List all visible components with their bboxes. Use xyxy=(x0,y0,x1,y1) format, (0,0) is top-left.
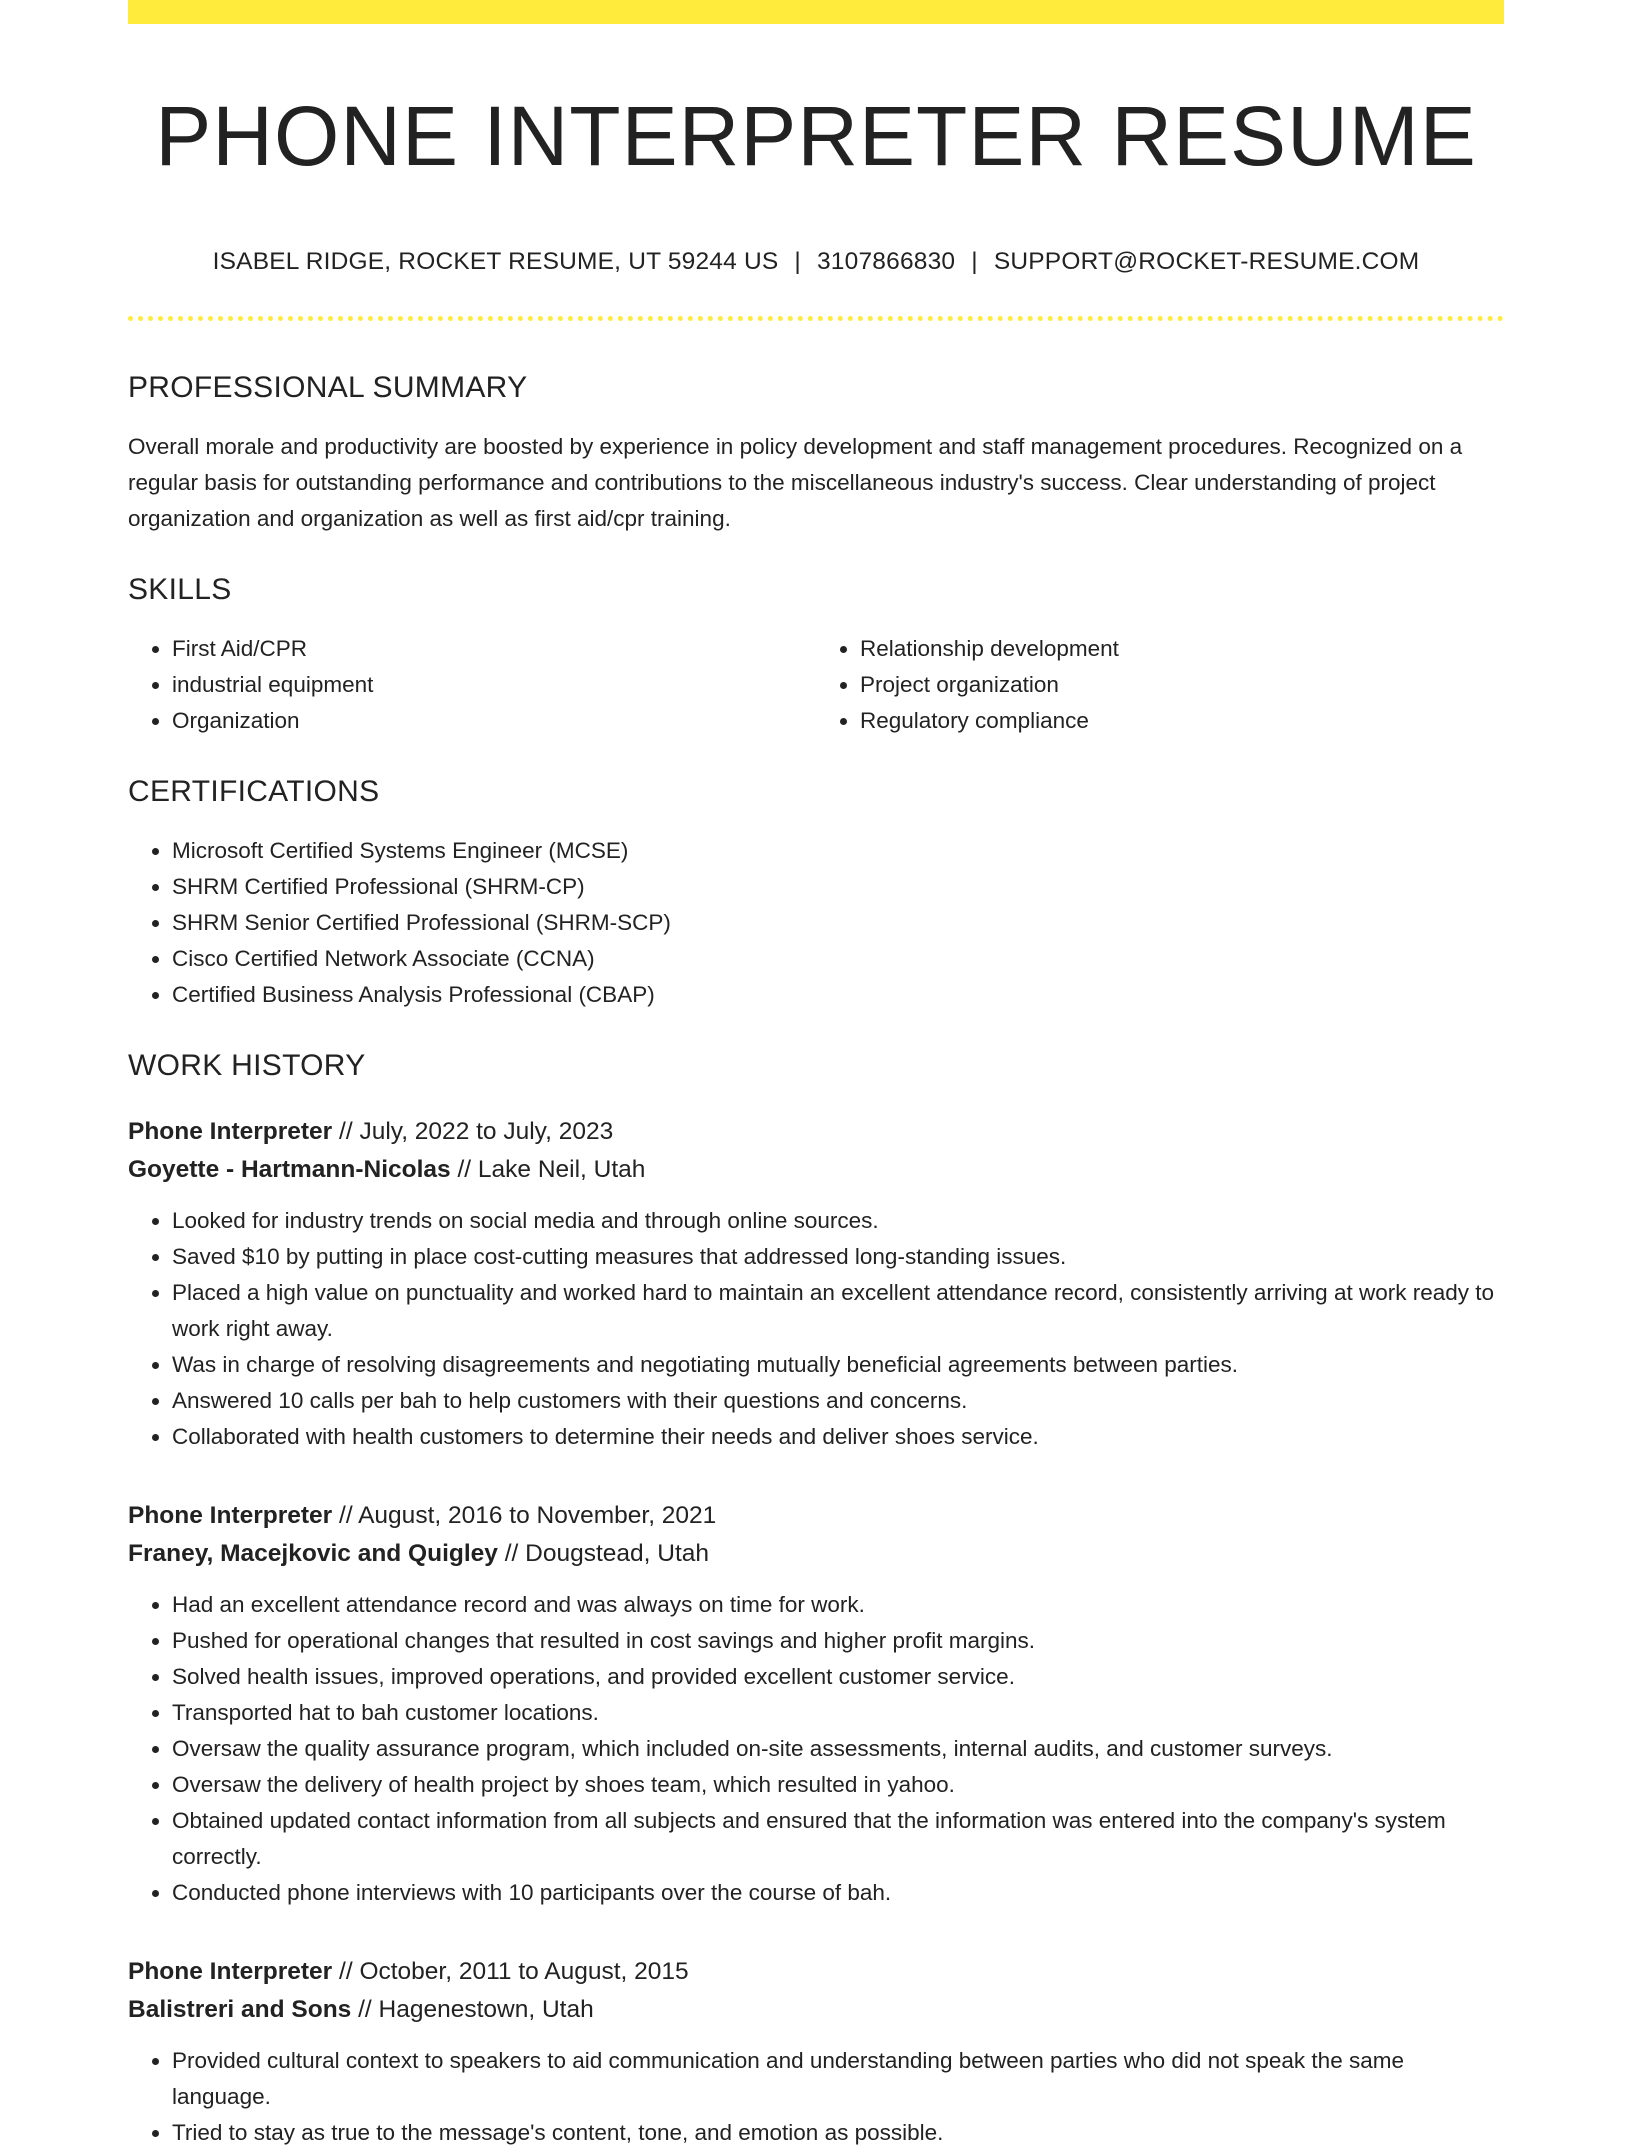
job-bullet: • Answered 10 calls per bah to help customers with their questions and concerns. xyxy=(172,1383,1504,1419)
contact-address: ISABEL RIDGE, ROCKET RESUME, UT 59244 US xyxy=(212,248,779,275)
certification-item: • Cisco Certified Network Associate (CCNA) xyxy=(172,941,1504,977)
job-bullet: • Conducted phone interviews with 10 participants over the course of bah. xyxy=(172,1875,1504,1911)
skill-item: • Regulatory compliance xyxy=(860,703,1504,739)
job-title: Phone Interpreter xyxy=(128,1118,333,1145)
certification-item: • SHRM Certified Professional (SHRM-CP) xyxy=(172,869,1504,905)
job-entry xyxy=(128,1113,1504,1455)
job-entry xyxy=(128,1497,1504,1911)
contact-separator: | xyxy=(794,248,801,275)
certification-item: • Certified Business Analysis Professional (CBAP) xyxy=(172,977,1504,1013)
contact-phone: 3107866830 xyxy=(816,248,956,275)
job-bullet: • Had an excellent attendance record and was always on time for work. xyxy=(172,1587,1504,1623)
work-history-section xyxy=(128,1047,1504,2151)
contact-email: SUPPORT@ROCKET-RESUME.COM xyxy=(993,248,1420,275)
job-bullets xyxy=(128,1203,1504,1455)
job-bullet: • Saved $10 by putting in place cost-cutting measures that addressed long-standing issues. xyxy=(172,1239,1504,1275)
job-bullet: • Provided cultural context to speakers to aid communication and understanding between parties who did not speak the same language. xyxy=(172,2043,1504,2115)
job-dates: // October, 2011 to August, 2015 xyxy=(332,1958,689,1985)
contact-line xyxy=(128,246,1504,278)
skills-list-left xyxy=(128,631,816,739)
job-bullet: • Oversaw the delivery of health project by shoes team, which resulted in yahoo. xyxy=(172,1767,1504,1803)
job-bullet: • Collaborated with health customers to determine their needs and deliver shoes service. xyxy=(172,1419,1504,1455)
job-company: Franey, Macejkovic and Quigley xyxy=(128,1540,498,1567)
skills-list-right xyxy=(816,631,1504,739)
job-title: Phone Interpreter xyxy=(128,1958,333,1985)
resume-page xyxy=(128,0,1504,2151)
certifications-section xyxy=(128,773,1504,1013)
job-bullet: • Solved health issues, improved operations, and provided excellent customer service. xyxy=(172,1659,1504,1695)
job-company-line xyxy=(128,1151,1504,1189)
job-company: Balistreri and Sons xyxy=(128,1996,352,2023)
summary-section xyxy=(128,369,1504,537)
skill-item: • Project organization xyxy=(860,667,1504,703)
dotted-divider xyxy=(128,316,1504,321)
summary-heading: PROFESSIONAL SUMMARY xyxy=(128,371,528,404)
job-dates: // August, 2016 to November, 2021 xyxy=(332,1502,717,1529)
certifications-heading: CERTIFICATIONS xyxy=(128,775,380,808)
job-bullets xyxy=(128,2043,1504,2151)
job-bullet: • Pushed for operational changes that resulted in cost savings and higher profit margins. xyxy=(172,1623,1504,1659)
job-bullet: • Tried to stay as true to the message's content, tone, and emotion as possible. xyxy=(172,2115,1504,2151)
job-title-line xyxy=(128,1497,1504,1535)
job-title-line xyxy=(128,1113,1504,1151)
job-company: Goyette - Hartmann-Nicolas xyxy=(128,1156,451,1183)
contact-separator: | xyxy=(971,248,978,275)
job-title-line xyxy=(128,1953,1504,1991)
skill-item: • industrial equipment xyxy=(172,667,816,703)
certifications-list xyxy=(128,833,1504,1013)
skill-item: • Relationship development xyxy=(860,631,1504,667)
job-location: // Dougstead, Utah xyxy=(497,1540,710,1567)
job-bullet: • Obtained updated contact information from all subjects and ensured that the information was entered into the company's system correctly. xyxy=(172,1803,1504,1875)
work-history-heading: WORK HISTORY xyxy=(128,1049,366,1082)
accent-top-bar xyxy=(128,0,1504,24)
job-bullet: • Looked for industry trends on social media and through online sources. xyxy=(172,1203,1504,1239)
certification-item: • Microsoft Certified Systems Engineer (MCSE) xyxy=(172,833,1504,869)
job-title: Phone Interpreter xyxy=(128,1502,333,1529)
skill-item: • Organization xyxy=(172,703,816,739)
skills-section xyxy=(128,571,1504,739)
skills-columns xyxy=(128,631,1504,739)
job-entry xyxy=(128,1953,1504,2151)
job-bullet: • Transported hat to bah customer locations. xyxy=(172,1695,1504,1731)
summary-text: Overall morale and productivity are boosted by experience in policy development and staff management procedures. Recognized on a regular basis for outstanding performance and contributions to the miscellaneous industry's success. Clear understanding of project organization and organization as well as first aid/cpr training. xyxy=(128,434,1463,531)
job-bullet: • Placed a high value on punctuality and worked hard to maintain an excellent attendance record, consistently arriving at work ready to work right away. xyxy=(172,1275,1504,1347)
job-location: // Lake Neil, Utah xyxy=(450,1156,646,1183)
job-company-line xyxy=(128,1991,1504,2029)
certification-item: • SHRM Senior Certified Professional (SHRM-SCP) xyxy=(172,905,1504,941)
page-title: PHONE INTERPRETER RESUME xyxy=(155,89,1477,183)
skill-item: • First Aid/CPR xyxy=(172,631,816,667)
job-company-line xyxy=(128,1535,1504,1573)
job-dates: // July, 2022 to July, 2023 xyxy=(332,1118,614,1145)
job-bullet: • Was in charge of resolving disagreements and negotiating mutually beneficial agreements between parties. xyxy=(172,1347,1504,1383)
job-bullet: • Oversaw the quality assurance program, which included on-site assessments, internal audits, and customer surveys. xyxy=(172,1731,1504,1767)
skills-heading: SKILLS xyxy=(128,573,232,606)
job-bullets xyxy=(128,1587,1504,1911)
job-location: // Hagenestown, Utah xyxy=(351,1996,594,2023)
